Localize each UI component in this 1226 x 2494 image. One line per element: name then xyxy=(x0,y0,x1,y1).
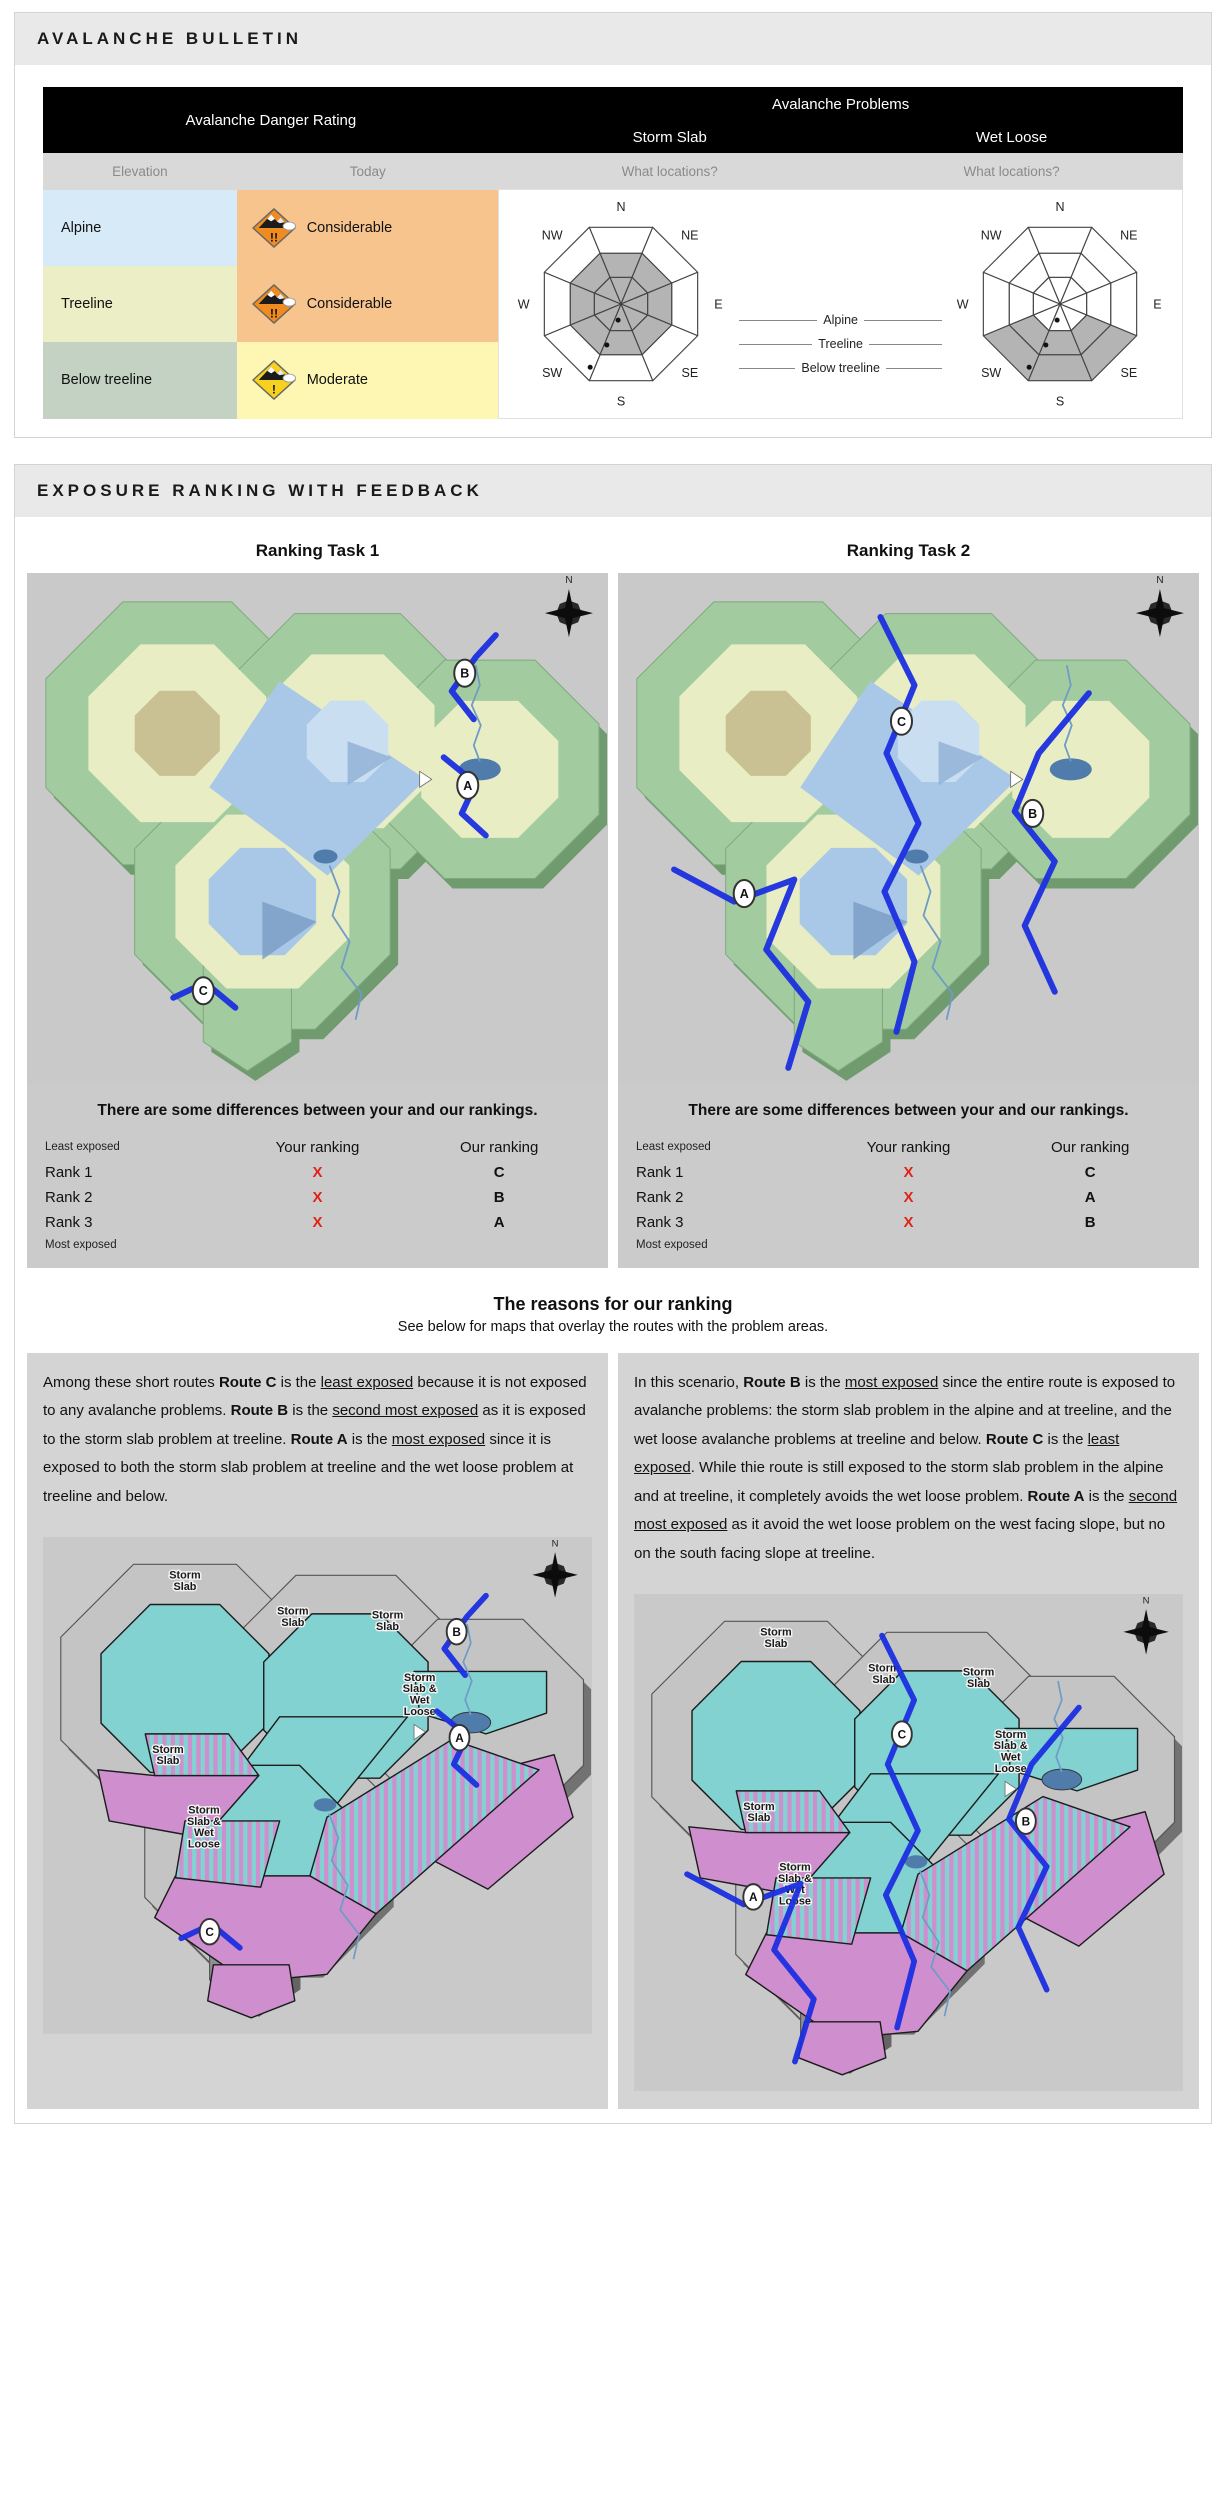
svg-text:StormSlab &WetLoose: Storm Slab & Wet Loose xyxy=(402,1671,437,1719)
task-1-terrain-map xyxy=(27,573,608,1084)
bulletin-title: AVALANCHE BULLETIN xyxy=(15,13,1211,65)
svg-text:!: ! xyxy=(271,382,276,397)
elevation-treeline: Treeline xyxy=(43,266,237,342)
task-2-feedback: There are some differences between your and our rankings. xyxy=(688,1101,1129,1119)
svg-text:N: N xyxy=(616,199,626,214)
reasons-subheading: See below for maps that overlay the routes with the problem areas. xyxy=(397,1318,829,1335)
avalanche-bulletin-panel xyxy=(14,12,1212,438)
svg-text:C: C xyxy=(198,984,208,999)
svg-text:StormSlab: Storm Slab xyxy=(371,1609,404,1633)
our-ranking-header: Our ranking xyxy=(459,1138,539,1156)
overlay-map-task-1 xyxy=(43,1537,592,2034)
svg-text:NW: NW xyxy=(980,228,1002,243)
svg-text:StormSlab: Storm Slab xyxy=(277,1605,309,1630)
danger-icon-moderate xyxy=(251,359,297,401)
least-exposed-label: Least exposed xyxy=(636,1141,711,1154)
svg-text:E: E xyxy=(1153,297,1162,312)
rating-alpine xyxy=(237,190,499,266)
problem-storm-slab-header: Storm Slab xyxy=(499,121,841,153)
task-2-map-panel xyxy=(618,573,1199,1268)
your-rank-1-value: X xyxy=(312,1163,323,1181)
svg-text:StormSlab: Storm Slab xyxy=(868,1662,900,1687)
your-rank-3-value: X xyxy=(312,1213,323,1231)
rating-below-treeline xyxy=(237,342,499,418)
svg-text:B: B xyxy=(1021,1814,1031,1829)
svg-text:A: A xyxy=(748,1890,758,1905)
svg-text:!!: !! xyxy=(269,306,278,321)
svg-text:N: N xyxy=(1142,1595,1150,1607)
svg-text:NE: NE xyxy=(681,228,699,243)
rose-legend xyxy=(739,205,942,403)
rank-1-label: Rank 1 xyxy=(636,1163,684,1181)
svg-text:SE: SE xyxy=(1120,366,1138,381)
your-ranking-header: Your ranking xyxy=(866,1138,951,1156)
rank-1-label: Rank 1 xyxy=(45,1163,93,1181)
svg-text:StormSlab &WetLoose: Storm Slab & Wet Loose xyxy=(993,1728,1028,1776)
ranking-task-1 xyxy=(27,527,608,1268)
task-2-heading: Ranking Task 2 xyxy=(846,541,971,560)
rating-treeline xyxy=(237,266,499,342)
bulletin-body xyxy=(15,65,1211,437)
our-rank-2-value: A xyxy=(1084,1188,1096,1206)
legend-alpine: Alpine xyxy=(823,313,859,327)
ranking-tasks xyxy=(15,517,1211,1268)
svg-text:StormSlab &WetLoose: Storm Slab & Wet Loose xyxy=(186,1804,221,1851)
our-rank-3-value: B xyxy=(1084,1213,1096,1231)
svg-text:A: A xyxy=(455,1730,464,1745)
svg-text:B: B xyxy=(452,1624,461,1639)
svg-text:W: W xyxy=(956,297,969,312)
overlay-map-task-2 xyxy=(634,1594,1183,2091)
svg-text:StormSlab &WetLoose: Storm Slab & Wet Loose xyxy=(777,1861,812,1908)
rank-2-label: Rank 2 xyxy=(636,1188,684,1206)
reasons-section xyxy=(15,1353,1211,2123)
problem-wet-loose-header: Wet Loose xyxy=(841,121,1183,153)
task-1-feedback: There are some differences between your and our rankings. xyxy=(97,1101,538,1119)
col-elevation: Elevation xyxy=(43,153,237,190)
our-rank-1-value: C xyxy=(1084,1163,1096,1181)
rating-label: Considerable xyxy=(306,219,393,236)
legend-below-treeline: Below treeline xyxy=(801,361,880,375)
col-locations-wet: What locations? xyxy=(841,153,1183,190)
rank-3-label: Rank 3 xyxy=(45,1213,93,1231)
task-1-map-panel xyxy=(27,573,608,1268)
svg-text:StormSlab: Storm Slab xyxy=(760,1626,792,1651)
exposure-ranking-panel xyxy=(14,464,1212,2124)
our-rank-3-value: A xyxy=(493,1213,505,1231)
svg-text:C: C xyxy=(205,1925,214,1940)
your-rank-2-value: X xyxy=(312,1188,323,1206)
reasons-heading: The reasons for our ranking xyxy=(493,1293,733,1314)
danger-rating-header: Avalanche Danger Rating xyxy=(43,87,499,153)
reason-task-1 xyxy=(27,1353,608,2109)
most-exposed-label: Most exposed xyxy=(636,1238,708,1251)
exposure-title: EXPOSURE RANKING WITH FEEDBACK xyxy=(15,465,1211,517)
rank-3-label: Rank 3 xyxy=(636,1213,684,1231)
svg-text:StormSlab: Storm Slab xyxy=(152,1743,184,1768)
danger-icon-considerable xyxy=(251,207,297,249)
danger-icon-considerable xyxy=(251,283,297,325)
svg-text:SW: SW xyxy=(981,366,1002,381)
your-rank-1-value: X xyxy=(903,1163,914,1181)
task-1-heading: Ranking Task 1 xyxy=(255,541,380,560)
task-2-terrain-map xyxy=(618,573,1199,1084)
wet-loose-rose-diagram xyxy=(942,196,1178,412)
svg-text:C: C xyxy=(897,1727,907,1742)
your-ranking-header: Your ranking xyxy=(275,1138,360,1156)
svg-text:N: N xyxy=(1055,199,1065,214)
location-roses-cell xyxy=(499,190,1183,419)
svg-text:B: B xyxy=(460,666,470,681)
svg-text:NW: NW xyxy=(542,228,563,243)
svg-text:StormSlab: Storm Slab xyxy=(169,1569,201,1594)
reason-task-2 xyxy=(618,1353,1199,2109)
our-rank-1-value: C xyxy=(493,1163,505,1181)
reason-text-task-2: In this scenario, Route B is the most exposed since the entire route is exposed to avalanche problems: the storm slab problem in the alpine and at treeline, and the wet loose avalanche problems at treeline and below. Route C is the least exposed. While thie route is still exposed to the storm slab problem in the alpine and at treeline, it completely avoids the wet loose problem. Route A is the second most exposed as it avoid the wet loose problem on the west facing slope, but no on the south facing slope at treeline. xyxy=(634,1373,1178,1562)
bulletin-table xyxy=(43,87,1183,419)
elevation-below-treeline: Below treeline xyxy=(43,342,237,418)
svg-text:A: A xyxy=(739,887,749,902)
svg-text:N: N xyxy=(551,1538,559,1550)
your-rank-3-value: X xyxy=(903,1213,914,1231)
least-exposed-label: Least exposed xyxy=(45,1141,120,1154)
ranking-task-2 xyxy=(618,527,1199,1268)
svg-text:StormSlab: Storm Slab xyxy=(743,1800,775,1825)
col-locations-storm: What locations? xyxy=(499,153,841,190)
task-1-ranking-table xyxy=(45,1136,590,1254)
svg-text:N: N xyxy=(565,575,573,587)
rating-label: Moderate xyxy=(306,372,368,389)
svg-text:NE: NE xyxy=(1120,228,1138,243)
storm-slab-rose-diagram xyxy=(503,196,739,412)
rank-2-label: Rank 2 xyxy=(45,1188,93,1206)
svg-text:B: B xyxy=(1028,806,1038,821)
legend-treeline: Treeline xyxy=(818,337,863,351)
svg-text:A: A xyxy=(463,778,473,793)
elevation-alpine: Alpine xyxy=(43,190,237,266)
svg-text:N: N xyxy=(1156,575,1164,587)
reason-text-task-1: Among these short routes Route C is the least exposed because it is not exposed to any avalanche problems. Route B is the second most exposed as it is exposed to the storm slab problem at treeline. Route A is the most exposed since it is exposed to both the storm slab problem at treeline and the wet loose problem at treeline and below. xyxy=(43,1373,587,1505)
col-today: Today xyxy=(237,153,499,190)
svg-text:W: W xyxy=(517,297,530,312)
our-ranking-header: Our ranking xyxy=(1050,1138,1130,1156)
rating-label: Considerable xyxy=(306,295,393,312)
your-rank-2-value: X xyxy=(903,1188,914,1206)
svg-text:E: E xyxy=(714,297,723,312)
our-rank-2-value: B xyxy=(493,1188,505,1206)
svg-text:S: S xyxy=(617,394,626,409)
svg-text:!!: !! xyxy=(269,230,278,245)
avalanche-problems-header: Avalanche Problems xyxy=(499,87,1183,121)
svg-text:S: S xyxy=(1055,394,1065,409)
svg-text:C: C xyxy=(896,714,907,729)
svg-text:SW: SW xyxy=(542,366,563,381)
most-exposed-label: Most exposed xyxy=(45,1238,117,1251)
svg-text:StormSlab: Storm Slab xyxy=(962,1666,995,1690)
task-2-ranking-table xyxy=(636,1136,1181,1254)
svg-text:SE: SE xyxy=(681,366,699,381)
